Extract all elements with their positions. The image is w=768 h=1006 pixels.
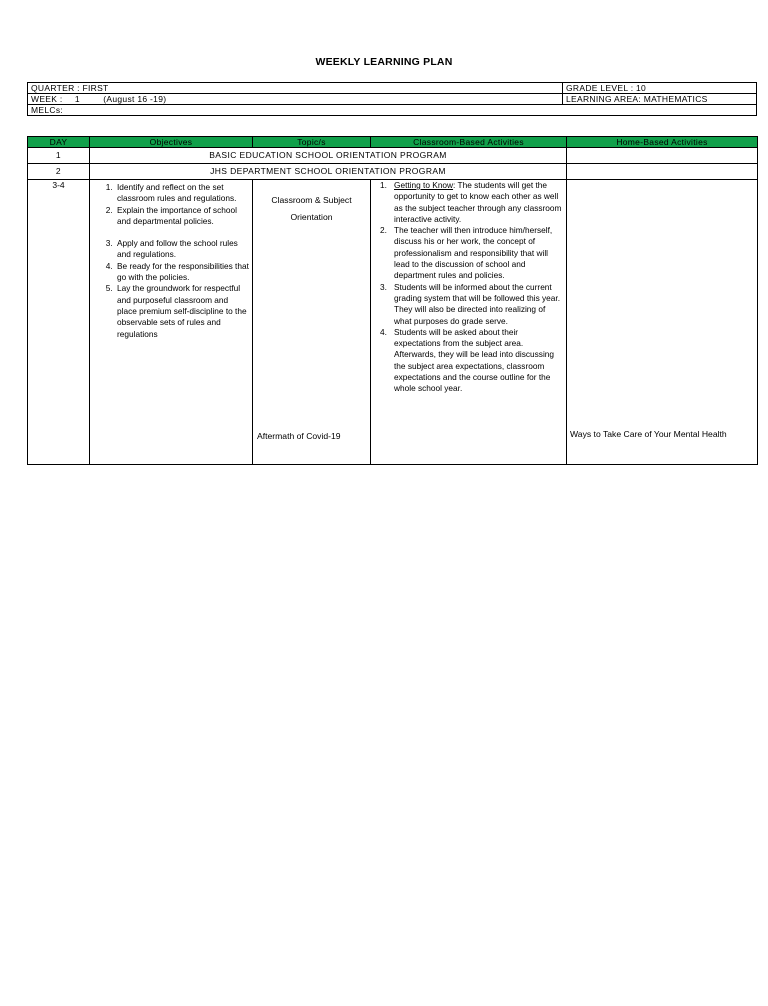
list-item: 4. Be ready for the responsibilities that go with the policies. (115, 261, 249, 284)
week-number: 1 (74, 94, 80, 104)
activity-number: 2. (380, 225, 387, 236)
objectives-list (93, 182, 249, 340)
home-activity-text: Ways to Take Care of Your Mental Health (570, 429, 727, 439)
list-item (374, 225, 563, 281)
list-item: 1. Identify and reflect on the set classroom rules and regulations. (115, 182, 249, 205)
activity-number: 1. (380, 180, 387, 190)
learning-area-cell: LEARNING AREA: MATHEMATICS (563, 94, 757, 105)
melcs-cell: MELCs: (28, 105, 757, 116)
plan-table (27, 136, 758, 465)
info-table (27, 82, 757, 116)
list-item: 3. Apply and follow the school rules and regulations. (115, 238, 249, 261)
list-item: 5. Lay the groundwork for respectful and purposeful classroom and place premium self-discipline to the observable sets of rules and regulations (115, 283, 249, 339)
table-row (28, 164, 758, 180)
header-classroom-activities: Classroom-Based Activities (371, 137, 567, 148)
header-home-activities: Home-Based Activities (567, 137, 758, 148)
empty-cell (567, 164, 758, 180)
list-item (374, 327, 563, 395)
quarter-cell: QUARTER : FIRST (28, 83, 563, 94)
activity-number: 4. (380, 326, 387, 337)
home-activities-cell (567, 180, 758, 465)
day-cell: 1 (28, 148, 90, 164)
list-item (374, 180, 563, 225)
day-cell: 2 (28, 164, 90, 180)
program-cell: BASIC EDUCATION SCHOOL ORIENTATION PROGRAM (90, 148, 567, 164)
table-row (28, 180, 758, 465)
header-topics: Topic/s (253, 137, 371, 148)
topics-cell (253, 180, 371, 465)
activity-title: Getting to Know (394, 180, 454, 190)
objectives-cell (90, 180, 253, 465)
activity-text: Students will be informed about the current grading system that will be followed this year. They will also be directed into realizing of what purposes do grade serve. (394, 281, 561, 326)
activities-list (374, 180, 563, 395)
list-item: 2. Explain the importance of school and departmental policies. (115, 205, 249, 228)
topic-classroom-orientation: Classroom & Subject Orientation (271, 195, 352, 222)
grade-level-cell: GRADE LEVEL : 10 (563, 83, 757, 94)
topic-aftermath-covid: Aftermath of Covid-19 (257, 431, 341, 441)
list-item (374, 282, 563, 327)
week-dates: (August 16 -19) (103, 94, 167, 104)
classroom-activities-cell (371, 180, 567, 465)
week-label: WEEK : (31, 94, 63, 104)
document-title: WEEKLY LEARNING PLAN (315, 56, 453, 68)
header-day: DAY (28, 137, 90, 148)
activity-text: : The students will get the opportunity to get to know each other as well as the subject teacher through any classroom interactive activity. (394, 180, 562, 224)
day-cell: 3-4 (28, 180, 90, 465)
activity-text: Students will be asked about their expectations from the subject area. Afterwards, they will be lead into discussing the subject area expectations, classroom expectations and the course outline for the whole school year. (394, 326, 555, 394)
program-cell: JHS DEPARTMENT SCHOOL ORIENTATION PROGRAM (90, 164, 567, 180)
empty-cell (567, 148, 758, 164)
plan-header-row (28, 137, 758, 148)
header-objectives: Objectives (90, 137, 253, 148)
activity-number: 3. (380, 281, 387, 292)
week-cell (28, 94, 563, 105)
activity-text: The teacher will then introduce him/herself, discuss his or her work, the concept of professionalism and responsibility that will lead to the discussion of school and department rules and policies. (394, 225, 553, 281)
table-row (28, 148, 758, 164)
